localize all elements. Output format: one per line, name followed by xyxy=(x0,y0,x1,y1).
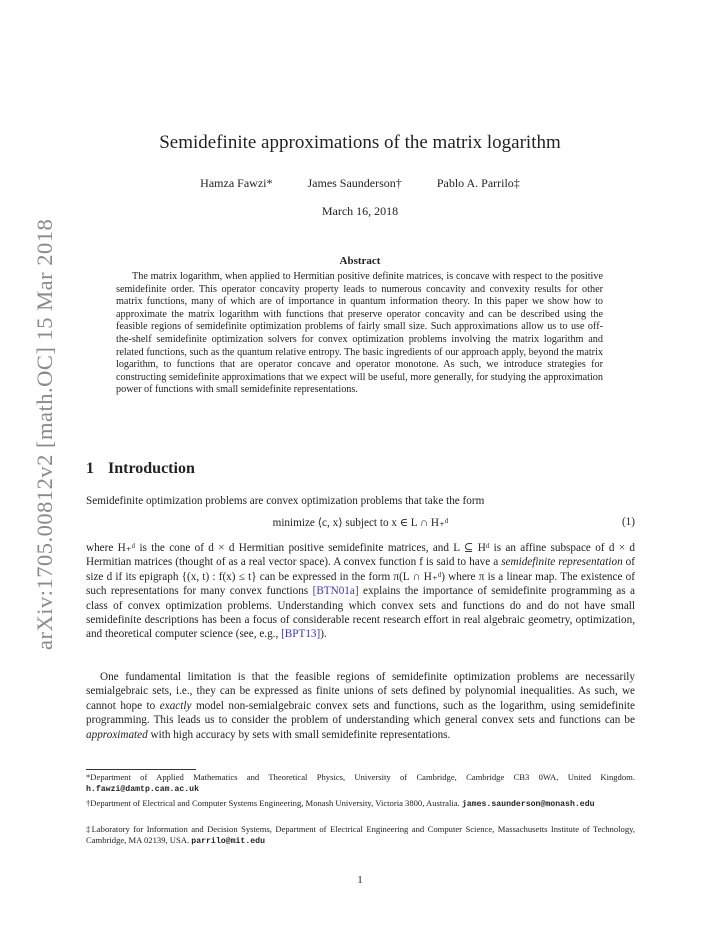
footnote-2-email[interactable]: james.saunderson@monash.edu xyxy=(461,800,595,809)
author-2: James Saunderson† xyxy=(307,176,402,190)
p2-text-c: explains the importance of semidefinite programming as a class of convex optimization problems. Understanding which convex sets and functions do and do not have small semidefinite descriptions has been a focus of considerable recent research effort in real algebraic geometry, optimization, and theoretical computer science (see, e.g., xyxy=(86,585,635,641)
footnote-2 xyxy=(86,798,635,811)
section-number: 1 xyxy=(86,460,94,477)
footnote-1-email[interactable]: h.fawzi@damtp.cam.ac.uk xyxy=(86,784,200,794)
footnote-2-text: †Department of Electrical and Computer Systems Engineering, Monash University, Victoria 3800, Australia. xyxy=(86,798,462,808)
section-heading xyxy=(86,460,195,478)
equation-body: minimize ⟨c, x⟩ subject to x ∈ L ∩ H₊ᵈ xyxy=(272,517,449,529)
footnote-rule xyxy=(86,769,196,770)
p3-emphasis-2: approximated xyxy=(86,728,148,741)
paper-date: March 16, 2018 xyxy=(321,204,399,218)
p2-text-b: of size d if its epigraph {(x, t) : f(x) ≤ t} can be expressed in the form π(L ∩ H₊ᵈ) where π is a linear map. The existence of such representations for many convex functions xyxy=(86,556,636,598)
paper-title: Semidefinite approximations of the matrix logarithm xyxy=(159,132,561,153)
footnote-3 xyxy=(86,824,635,848)
citation-link-bpt13[interactable]: [BPT13] xyxy=(281,628,321,641)
p3-text-b: model non-semialgebraic convex sets and functions, such as the logarithm, using semidefinite programming. This leads us to consider the problem of understanding which general convex sets and functions can be xyxy=(86,699,635,727)
equation-1 xyxy=(86,516,635,529)
footnote-3-text: ‡Laboratory for Information and Decision Systems, Department of Electrical Engineering and Computer Science, Massachusetts Institute of Technology, Cambridge, MA 02139, USA. xyxy=(86,824,635,845)
p2-text-a: where H₊ᵈ is the cone of d × d Hermitian positive semidefinite matrices, and L ⊆ Hᵈ is an affine subspace of d × d Hermitian matrices (thought of as a real vector space). A convex function f is said to have a xyxy=(86,542,635,569)
page-number: 1 xyxy=(357,874,363,886)
p3-text-a: One fundamental limitation is that the feasible regions of semidefinite optimization problems are necessarily semialgebraic sets, i.e., they can be expressed as finite unions of sets defined by polynomial inequalities. As such, we cannot hope to xyxy=(86,671,635,712)
section-title: Introduction xyxy=(108,460,195,477)
author-3: Pablo A. Parrilo‡ xyxy=(436,176,520,190)
author-1: Hamza Fawzi* xyxy=(200,176,273,190)
arxiv-stamp xyxy=(8,218,57,650)
citation-link-btn01a[interactable]: [BTN01a] xyxy=(312,585,359,598)
abstract-heading: Abstract xyxy=(339,255,381,267)
footnote-1-text: *Department of Applied Mathematics and Theoretical Physics, University of Cambridge, Cambridge CB3 0WA, United Kingdom. xyxy=(86,772,635,782)
intro-paragraph-2 xyxy=(86,541,635,642)
intro-paragraph-1: Semidefinite optimization problems are convex optimization problems that take the form xyxy=(86,495,485,507)
arxiv-id: arXiv:1705.00812v2 [math.OC] 15 Mar 2018 xyxy=(32,218,57,650)
footnote-1 xyxy=(86,772,635,796)
intro-paragraph-3 xyxy=(86,670,635,742)
p3-text-c: with high accuracy by sets with small semidefinite representations. xyxy=(147,728,451,741)
p2-text-d: ). xyxy=(320,628,327,641)
equation-number: (1) xyxy=(621,516,635,528)
author-list xyxy=(0,176,720,191)
abstract-body: The matrix logarithm, when applied to Hermitian positive definite matrices, is concave with respect to the positive semidefinite order. This operator concavity property leads to numerous concavity and convexity results for other matrix functions, many of which are of importance in quantum information theory. In this paper we show how to approximate the matrix logarithm with functions that preserve operator concavity and can be described using the feasible regions of semidefinite optimization problems of fairly small size. Such approximations allow us to use off-the-shelf semidefinite optimization solvers for convex optimization problems involving the matrix logarithm and related functions, such as the quantum relative entropy. The basic ingredients of our approach apply, beyond the matrix logarithm, to functions that are operator concave and operator monotone. As such, we introduce strategies for constructing semidefinite approximations that we expect will be useful, more generally, for studying the approximation power of functions with small semidefinite representations. xyxy=(116,271,603,396)
p2-emphasis: semidefinite representation xyxy=(501,556,623,569)
p3-emphasis-1: exactly xyxy=(159,699,192,712)
footnote-3-email[interactable]: parrilo@mit.edu xyxy=(191,836,265,846)
